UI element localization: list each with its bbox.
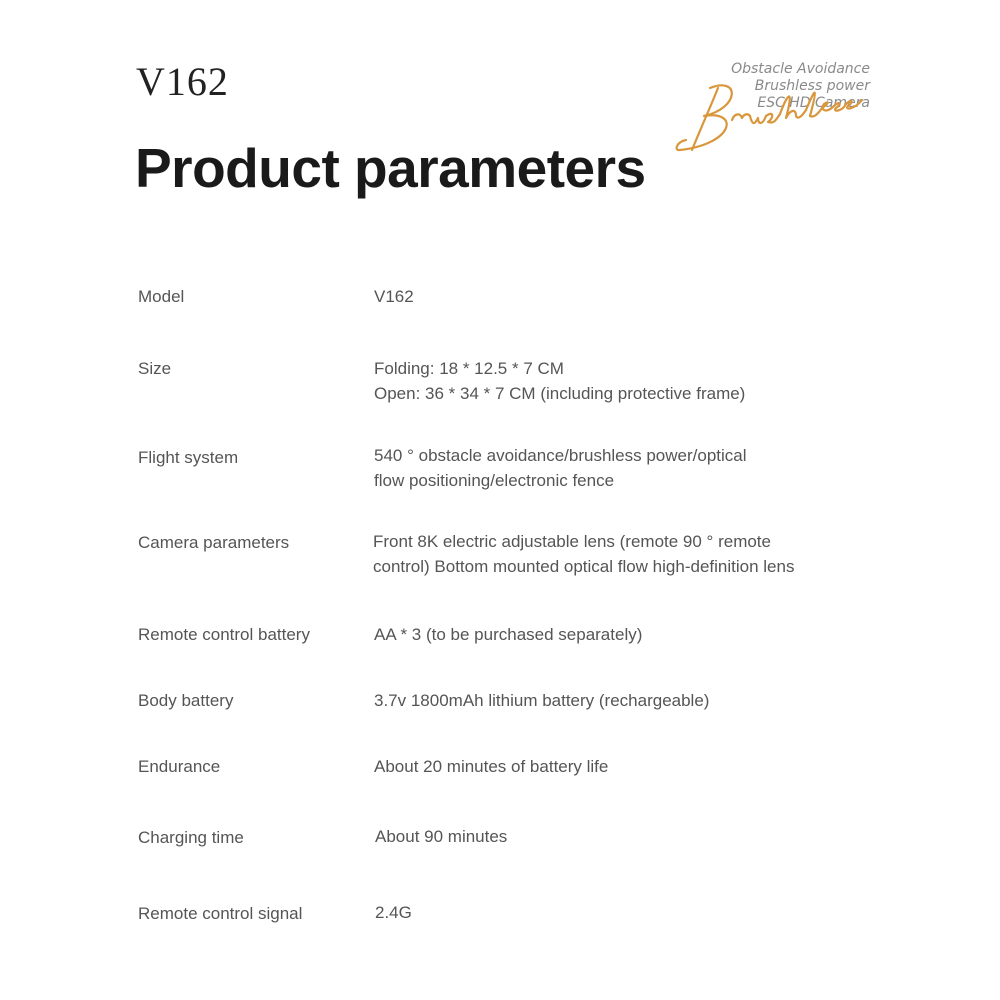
spec-value-line: control) Bottom mounted optical flow high-definition lens [373, 557, 795, 576]
spec-value-line: About 90 minutes [375, 827, 508, 846]
spec-label: Body battery [138, 691, 234, 710]
spec-value [375, 900, 845, 925]
spec-value-line: Front 8K electric adjustable lens (remote 90 ° remote [373, 532, 771, 551]
spec-value-line: V162 [374, 287, 414, 306]
spec-value-line: 2.4G [375, 903, 412, 922]
spec-value-line: 3.7v 1800mAh lithium battery (rechargeable) [374, 691, 710, 710]
spec-value [374, 688, 844, 713]
brushless-script-logo [670, 58, 870, 158]
spec-label: Endurance [138, 757, 221, 776]
spec-value-line: Open: 36 * 34 * 7 CM (including protective frame) [374, 384, 746, 403]
spec-label: Charging time [138, 828, 244, 847]
spec-value [374, 622, 844, 647]
feature-logo [670, 58, 870, 158]
spec-value [373, 529, 843, 579]
spec-value-line: About 20 minutes of battery life [374, 757, 609, 776]
spec-value [375, 824, 845, 849]
spec-value-line: flow positioning/electronic fence [374, 471, 615, 490]
feature-line-camera: ESC HD Camera [757, 95, 870, 111]
spec-label: Remote control battery [138, 625, 310, 644]
spec-label: Model [138, 287, 185, 306]
spec-label: Camera parameters [138, 533, 290, 552]
spec-value [374, 284, 844, 309]
model-name: V162 [136, 59, 229, 104]
spec-label: Remote control signal [138, 904, 303, 923]
spec-value [374, 443, 844, 493]
page-title: Product parameters [135, 137, 646, 199]
spec-value-line: AA * 3 (to be purchased separately) [374, 625, 643, 644]
spec-value [374, 356, 844, 406]
spec-value-line: Folding: 18 * 12.5 * 7 CM [374, 359, 564, 378]
spec-label: Size [138, 359, 172, 378]
spec-value [374, 754, 844, 779]
feature-line-obstacle: Obstacle Avoidance [731, 61, 870, 77]
spec-value-line: 540 ° obstacle avoidance/brushless power/optical [374, 446, 747, 465]
feature-line-brushless: Brushless power [754, 78, 870, 94]
spec-label: Flight system [138, 448, 239, 467]
